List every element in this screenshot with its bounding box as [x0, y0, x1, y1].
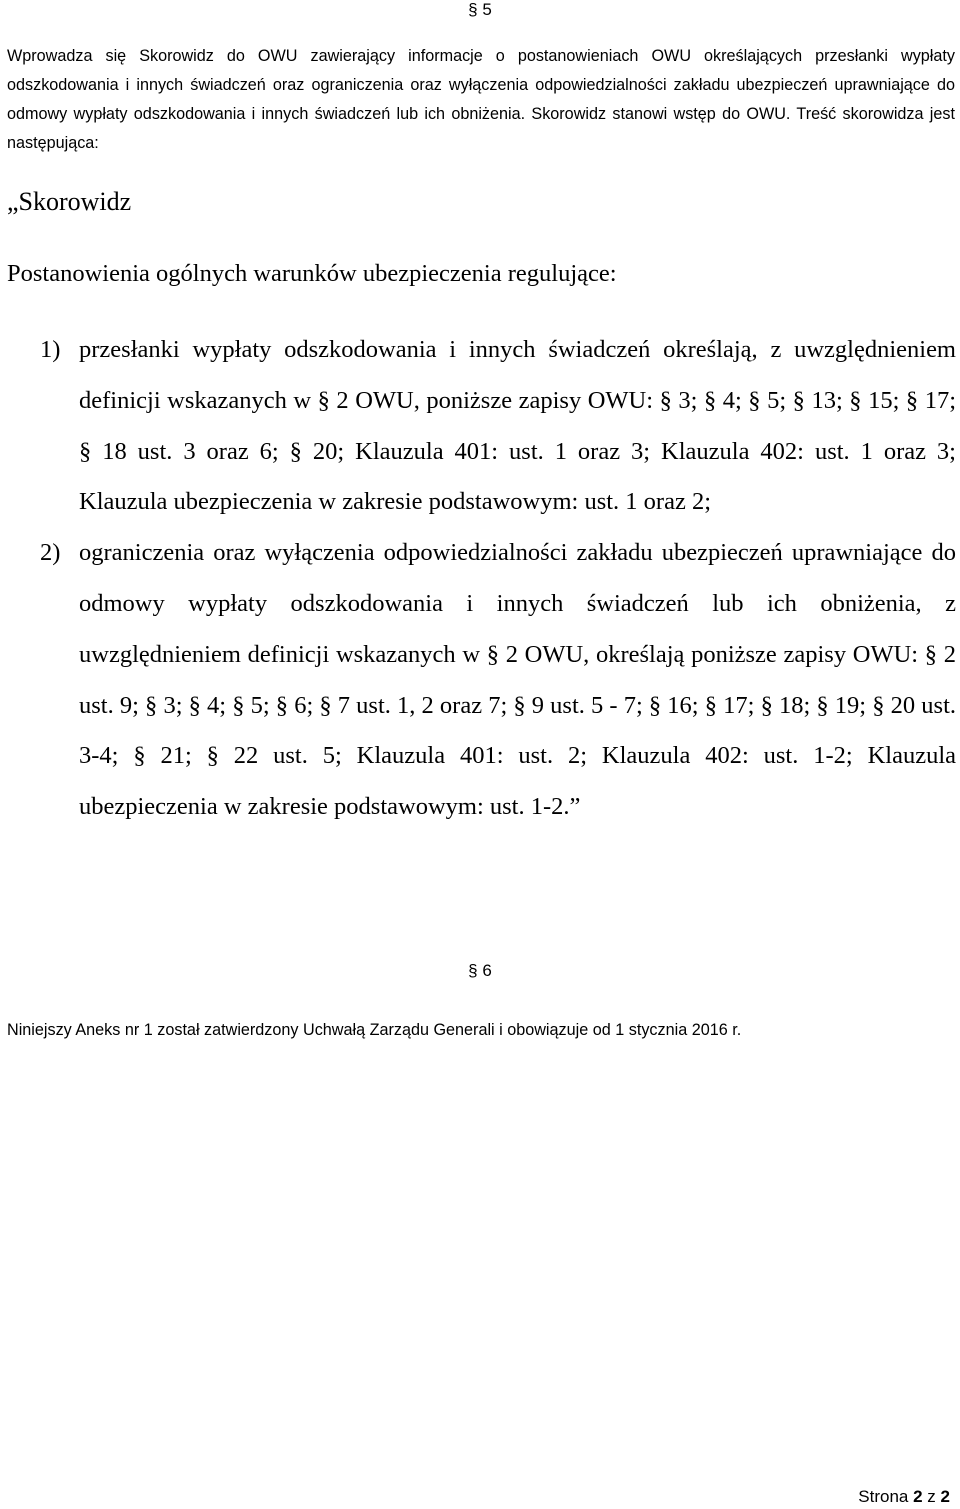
skorowidz-list — [0, 325, 956, 833]
page-number-prefix: Strona — [858, 1487, 909, 1506]
skorowidz-title: „Skorowidz — [7, 187, 132, 216]
list-item-number: 1) — [40, 336, 61, 363]
page-number — [858, 1485, 950, 1509]
page-number-current: 2 — [913, 1487, 923, 1506]
list-item — [0, 528, 956, 833]
list-item-text: przesłanki wypłaty odszkodowania i innych świadczeń określają, z uwzględnieniem definicji wskazanych w § 2 OWU, poniższe zapisy OWU: § 3; § 4; § 5; § 13; § 15; § 17; § 18 ust. 3 oraz 6; § 20; Klauzula 401: ust. 1 oraz 3; Klauzula 402: ust. 1 oraz 3; Klauzula ubezpieczenia w zakresie podstawowym: ust. 1 oraz 2; — [79, 336, 956, 516]
approval-note: Niniejszy Aneks nr 1 został zatwierdzony Uchwałą Zarządu Generali i obowiązuje od 1 stycznia 2016 r. — [7, 1021, 742, 1039]
section-5-heading: § 5 — [468, 0, 492, 19]
page-number-separator: z — [927, 1487, 936, 1506]
intro-paragraph: Wprowadza się Skorowidz do OWU zawierający informacje o postanowieniach OWU określających przesłanki wypłaty odszkodowania i innych świadczeń oraz ograniczenia oraz wyłączenia odpowiedzialności zakładu ubezpieczeń uprawniające do odmowy wypłaty odszkodowania i innych świadczeń lub ich obniżenia. Skorowidz stanowi wstęp do OWU. Treść skorowidza jest następująca: — [7, 47, 955, 152]
list-item — [0, 325, 956, 528]
list-item-number: 2) — [40, 539, 61, 567]
skorowidz-subtitle: Postanowienia ogólnych warunków ubezpieczenia regulujące: — [7, 260, 617, 287]
list-item-text: ograniczenia oraz wyłączenia odpowiedzialności zakładu ubezpieczeń uprawniające do odmowy wypłaty odszkodowania i innych świadczeń lub ich obniżenia, z uwzględnieniem definicji wskazanych w § 2 OWU, określają poniższe zapisy OWU: § 2 ust. 9; § 3; § 4; § 5; § 6; § 7 ust. 1, 2 oraz 7; § 9 ust. 5 - 7; § 16; § 17; § 18; § 19; § 20 ust. 3-4; § 21; § 22 ust. 5; Klauzula 401: ust. 2; Klauzula 402: ust. 1-2; Klauzula ubezpieczenia w zakresie podstawowym: ust. 1-2.” — [79, 539, 956, 821]
section-6-heading: § 6 — [468, 961, 492, 980]
page-number-total: 2 — [940, 1487, 950, 1506]
